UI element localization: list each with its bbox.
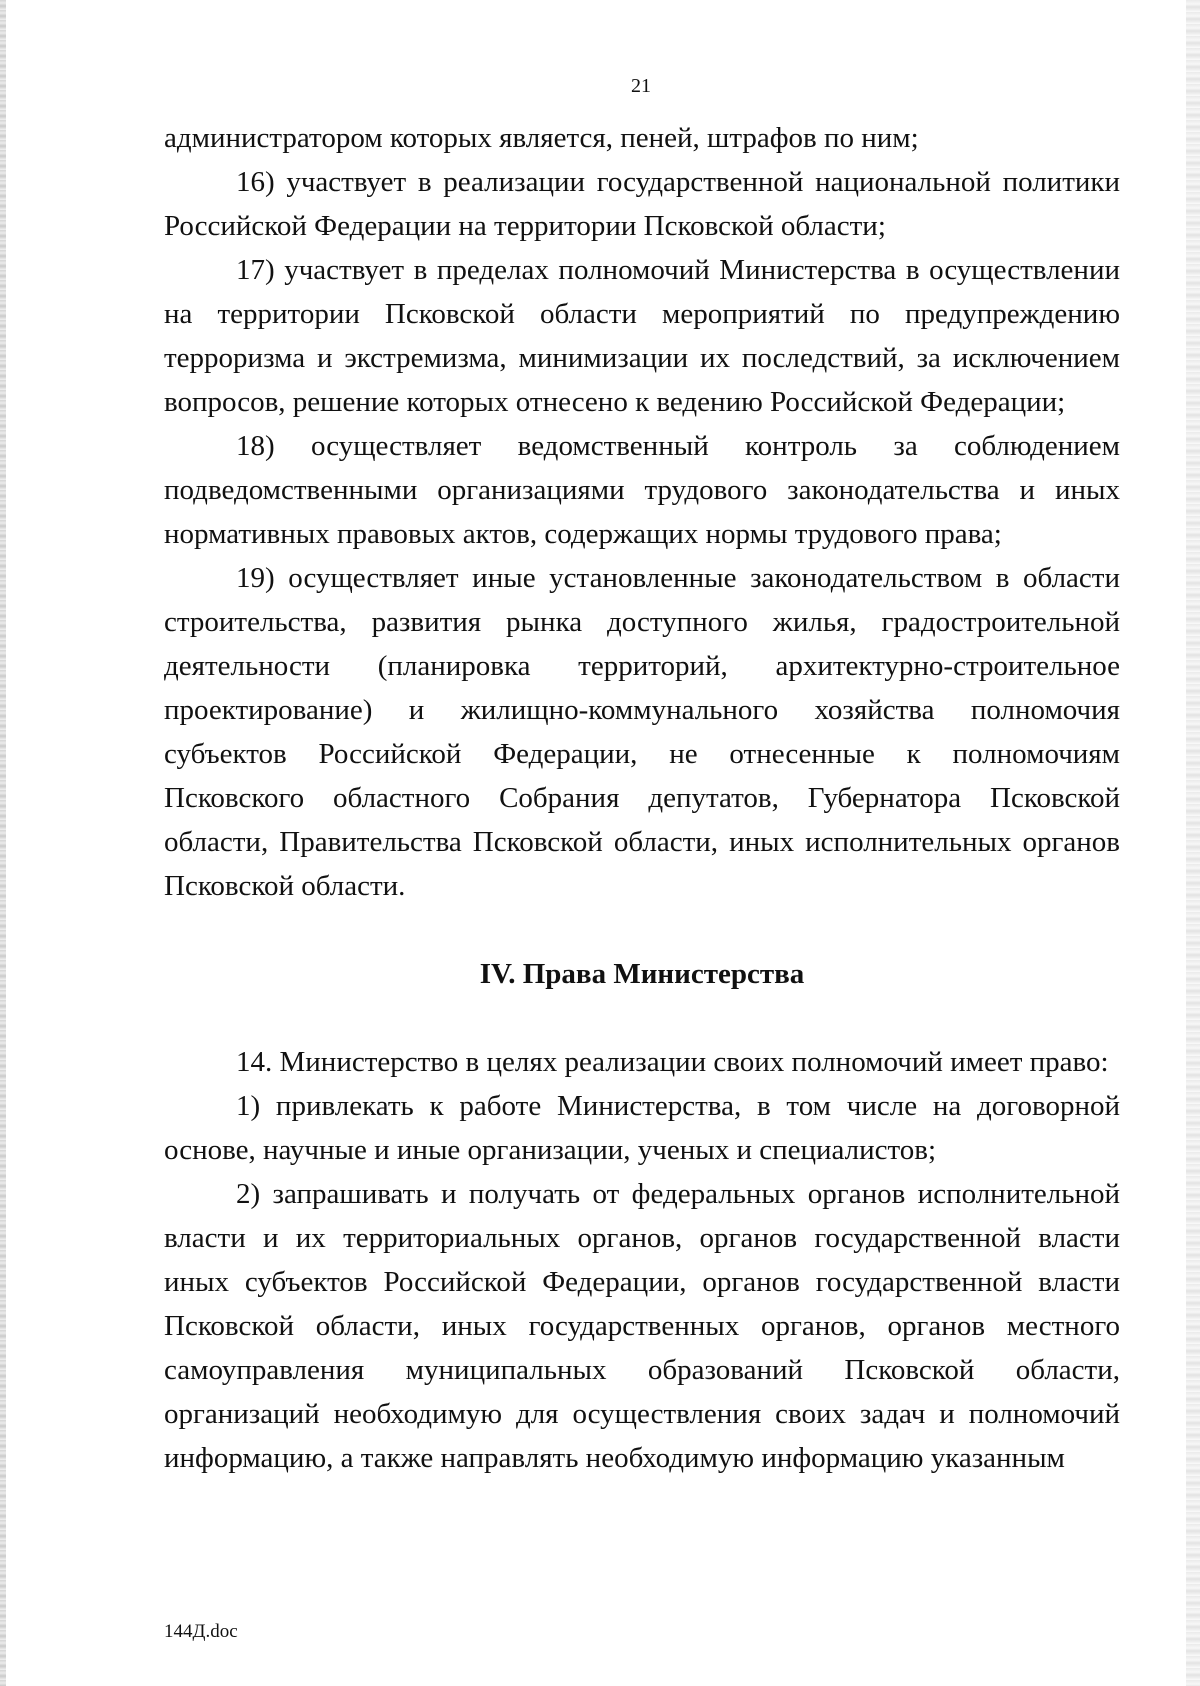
page-number: 21 xyxy=(631,75,651,97)
paragraph-clause-14: 14. Министерство в целях реализации своих полномочий имеет право: xyxy=(236,1046,1109,1078)
paragraph-item-16: 16) участвует в реализации государственной национальной политики Российской Федерации на территории Псковской области; xyxy=(164,166,1120,242)
paragraph-item-19: 19) осуществляет иные установленные законодательством в области строительства, развития рынка доступного жилья, градостроительной деятельности (планировка территорий, архитектурно-строительное проектирование) и жилищно-коммунального хозяйства полномочия субъектов Российской Федерации, не отнесенные к полномочиям Псковского областного Собрания депутатов, Губернатора Псковской области, Правительства Псковской области, иных исполнительных органов Псковской области. xyxy=(164,562,1120,902)
paragraph-continuation: администратором которых является, пеней, штрафов по ним; xyxy=(164,122,919,154)
scan-edge-left xyxy=(0,0,6,1686)
scan-edge-right xyxy=(1186,0,1200,1686)
paragraph-right-1: 1) привлекать к работе Министерства, в том числе на договорной основе, научные и иные организации, ученых и специалистов; xyxy=(164,1090,1120,1166)
document-body xyxy=(164,116,1120,1480)
paragraph-item-18: 18) осуществляет ведомственный контроль за соблюдением подведомственными организациями трудового законодательства и иных нормативных правовых актов, содержащих нормы трудового права; xyxy=(164,430,1120,550)
section-heading: IV. Права Министерства xyxy=(479,958,805,990)
paragraph-right-2: 2) запрашивать и получать от федеральных органов исполнительной власти и их территориальных органов, органов государственной власти иных субъектов Российской Федерации, органов государственной власти Псковской области, иных государственных органов, органов местного самоуправления муниципальных образований Псковской области, организаций необходимую для осуществления своих задач и полномочий информацию, а также направлять необходимую информацию указанным xyxy=(164,1178,1120,1474)
paragraph-item-17: 17) участвует в пределах полномочий Министерства в осуществлении на территории Псковской области мероприятий по предупреждению терроризма и экстремизма, минимизации их последствий, за исключением вопросов, решение которых отнесено к ведению Российской Федерации; xyxy=(164,254,1120,418)
footer-filename: 144Д.doc xyxy=(164,1621,238,1642)
